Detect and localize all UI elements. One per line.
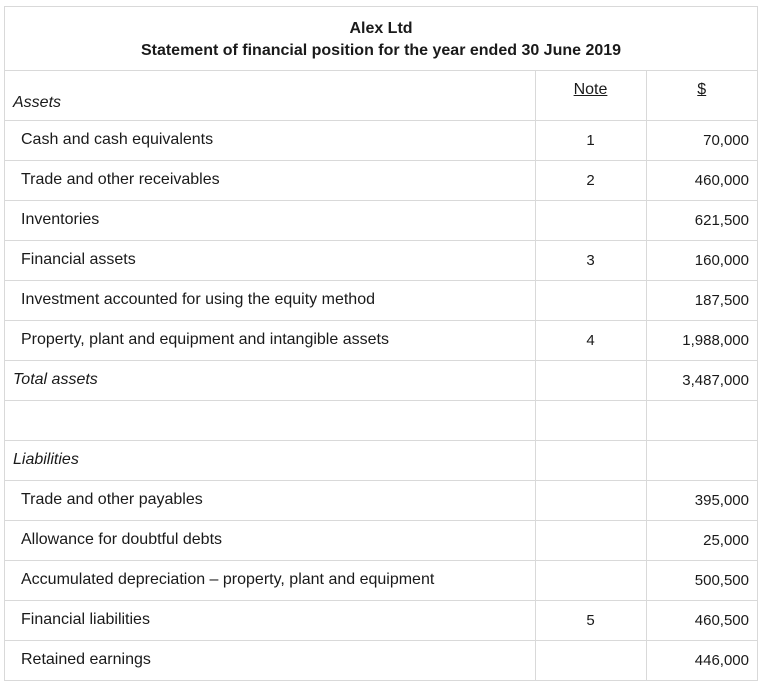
liabilities-heading-row — [5, 440, 757, 480]
row-amount: 1,988,000 — [646, 320, 757, 360]
row-note — [535, 640, 646, 680]
row-note: 5 — [535, 600, 646, 640]
table-row — [5, 320, 757, 360]
spacer-row — [5, 400, 757, 440]
table-row — [5, 200, 757, 240]
row-amount: 395,000 — [646, 480, 757, 520]
row-label: Financial assets — [5, 240, 535, 280]
amount-column-header: $ — [646, 71, 757, 120]
row-label: Cash and cash equivalents — [5, 120, 535, 160]
row-amount: 446,000 — [646, 640, 757, 680]
total-assets-label: Total assets — [5, 360, 535, 400]
statement-title: Statement of financial position for the year ended 30 June 2019 — [140, 42, 622, 59]
row-label: Property, plant and equipment and intangible assets — [5, 320, 535, 360]
spacer-cell — [646, 400, 757, 440]
row-label: Retained earnings — [5, 640, 535, 680]
row-note — [535, 360, 646, 400]
total-assets-amount: 3,487,000 — [646, 360, 757, 400]
row-amount: 70,000 — [646, 120, 757, 160]
company-name: Alex Ltd — [349, 20, 413, 37]
row-note — [535, 560, 646, 600]
financial-statement — [4, 6, 758, 681]
row-note: 1 — [535, 120, 646, 160]
liabilities-heading: Liabilities — [5, 440, 535, 480]
row-label: Investment accounted for using the equity method — [5, 280, 535, 320]
row-amount: 460,500 — [646, 600, 757, 640]
spacer-cell — [5, 400, 535, 440]
row-amount — [646, 440, 757, 480]
total-assets-row — [5, 360, 757, 400]
table-row — [5, 120, 757, 160]
row-amount: 160,000 — [646, 240, 757, 280]
spacer-cell — [535, 400, 646, 440]
row-label: Inventories — [5, 200, 535, 240]
row-note — [535, 480, 646, 520]
row-note: 3 — [535, 240, 646, 280]
row-label: Accumulated depreciation – property, plant and equipment — [5, 560, 535, 600]
row-note — [535, 440, 646, 480]
table-row — [5, 480, 757, 520]
row-note: 4 — [535, 320, 646, 360]
table-row — [5, 280, 757, 320]
row-note: 2 — [535, 160, 646, 200]
column-header-row — [5, 71, 757, 120]
table-row — [5, 560, 757, 600]
row-amount: 500,500 — [646, 560, 757, 600]
table-row — [5, 600, 757, 640]
row-note — [535, 520, 646, 560]
row-note — [535, 200, 646, 240]
row-label: Allowance for doubtful debts — [5, 520, 535, 560]
row-amount: 187,500 — [646, 280, 757, 320]
row-note — [535, 280, 646, 320]
row-amount: 621,500 — [646, 200, 757, 240]
table-row — [5, 160, 757, 200]
table-row — [5, 520, 757, 560]
row-label: Trade and other payables — [5, 480, 535, 520]
assets-heading: Assets — [13, 93, 62, 111]
statement-table — [5, 71, 757, 680]
statement-header — [5, 7, 757, 71]
row-label: Trade and other receivables — [5, 160, 535, 200]
note-column-header: Note — [535, 71, 646, 120]
row-amount: 25,000 — [646, 520, 757, 560]
table-row — [5, 240, 757, 280]
row-amount: 460,000 — [646, 160, 757, 200]
row-label: Financial liabilities — [5, 600, 535, 640]
table-row — [5, 640, 757, 680]
